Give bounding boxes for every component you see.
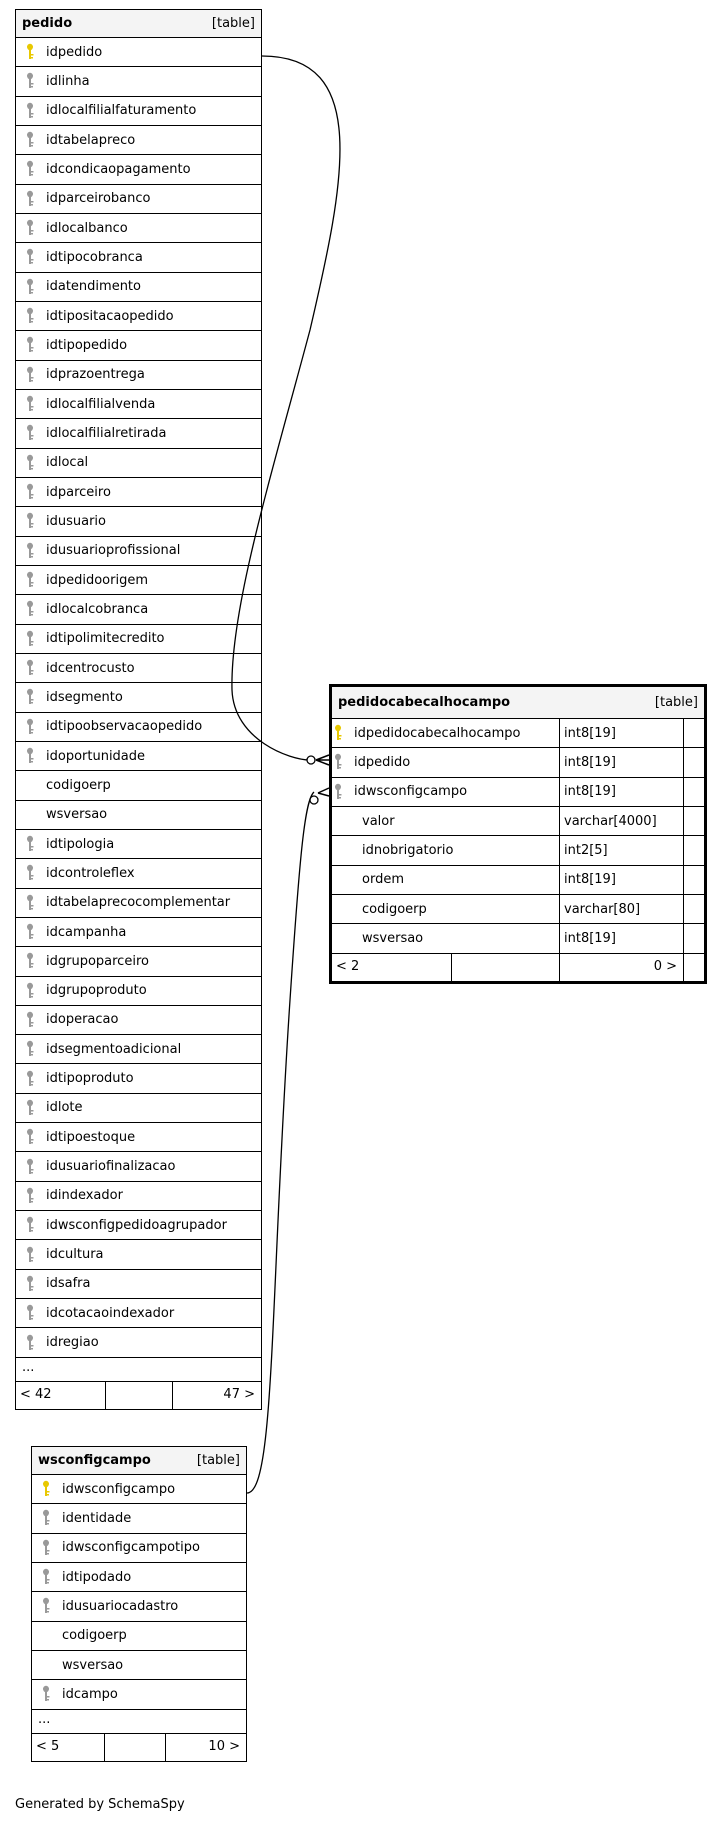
column-name: codigoerp xyxy=(62,1628,127,1644)
column-type: varchar[4000] xyxy=(560,807,684,835)
relationship-circle-idpedido xyxy=(307,756,315,764)
column-name: idtabelaprecocomplementar xyxy=(46,895,231,911)
relationship-crowfoot-idwsconfigcampo xyxy=(318,788,329,796)
column-name: idsegmentoadicional xyxy=(46,1041,182,1057)
column-type: int2[5] xyxy=(560,836,684,864)
column-name: idtipolimitecredito xyxy=(46,631,165,647)
column-name: idtipodado xyxy=(62,1569,132,1585)
footer-parents-count: < 2 xyxy=(332,954,452,981)
column-name: idlocalfilialfaturamento xyxy=(46,103,197,119)
column-name: wsversao xyxy=(362,930,424,946)
column-name: wsversao xyxy=(62,1657,124,1673)
column-name: idcampo xyxy=(62,1686,118,1702)
column-type: int8[19] xyxy=(560,866,684,894)
column-name: idtabelapreco xyxy=(46,132,136,148)
column-type: int8[19] xyxy=(560,719,684,747)
column-name: idoportunidade xyxy=(46,748,146,764)
relationship-line-idpedido xyxy=(232,56,340,760)
column-name: idlinha xyxy=(46,73,90,89)
column-name: idusuariofinalizacao xyxy=(46,1159,176,1175)
column-name: idcondicaopagamento xyxy=(46,161,191,177)
column-name: idtipoproduto xyxy=(46,1071,134,1087)
column-name: idindexador xyxy=(46,1188,123,1204)
column-name: idcotacaoindexador xyxy=(46,1305,175,1321)
column-name: idtipoestoque xyxy=(46,1129,136,1145)
relationship-line-idwsconfigcampo xyxy=(247,792,314,1493)
footer-parents-count: < 42 xyxy=(16,1382,106,1409)
column-name: ordem xyxy=(362,872,404,888)
column-name: idprazoentrega xyxy=(46,367,145,383)
column-name: idtipositacaopedido xyxy=(46,308,174,324)
footer-children-count: 0 > xyxy=(560,954,684,981)
column-type: int8[19] xyxy=(560,778,684,806)
column-name: idregiao xyxy=(46,1335,99,1351)
column-name: idwsconfigcampo xyxy=(62,1481,176,1497)
more-columns-ellipsis: ... xyxy=(16,1358,261,1382)
column-name: idlocal xyxy=(46,455,89,471)
column-name: idwsconfigpedidoagrupador xyxy=(46,1217,227,1233)
relationship-crowfoot-idpedido xyxy=(316,755,329,765)
column-name: idusuariocadastro xyxy=(62,1598,179,1614)
table-name: wsconfigcampo xyxy=(38,1453,151,1468)
column-name: idcentrocusto xyxy=(46,660,135,676)
column-name: idtipologia xyxy=(46,836,115,852)
column-name: idlocalcobranca xyxy=(46,601,149,617)
column-name: idpedidocabecalhocampo xyxy=(354,725,521,741)
footer-children-count: 47 > xyxy=(223,1386,255,1402)
column-name: codigoerp xyxy=(362,901,427,917)
column-type: varchar[80] xyxy=(560,895,684,923)
generated-by-footer: Generated by SchemaSpy xyxy=(15,1797,185,1812)
column-name: idlocalfilialvenda xyxy=(46,396,156,412)
column-name: idpedido xyxy=(354,754,411,770)
column-name: idsegmento xyxy=(46,689,123,705)
column-name: idcultura xyxy=(46,1247,104,1263)
column-name: codigoerp xyxy=(46,777,111,793)
column-name: idpedido xyxy=(46,44,103,60)
column-name: valor xyxy=(362,813,395,829)
column-name: identidade xyxy=(62,1510,132,1526)
column-name: idgrupoparceiro xyxy=(46,953,149,969)
column-name: idlocalbanco xyxy=(46,220,128,236)
table-tag: [table] xyxy=(654,695,698,710)
column-type: int8[19] xyxy=(560,748,684,776)
column-name: idlocalfilialretirada xyxy=(46,425,167,441)
more-columns-ellipsis: ... xyxy=(32,1710,246,1734)
footer-parents-count: < 5 xyxy=(32,1734,105,1761)
column-name: idsafra xyxy=(46,1276,91,1292)
column-name: idnobrigatorio xyxy=(362,842,454,858)
column-name: idusuario xyxy=(46,513,106,529)
column-name: idwsconfigcampo xyxy=(354,784,468,800)
column-name: idtipoobservacaopedido xyxy=(46,719,203,735)
column-name: wsversao xyxy=(46,807,108,823)
column-type: int8[19] xyxy=(560,924,684,952)
column-name: idlote xyxy=(46,1100,83,1116)
column-name: idtipopedido xyxy=(46,337,128,353)
table-tag: [table] xyxy=(211,16,255,31)
column-name: idcampanha xyxy=(46,924,127,940)
table-name: pedido xyxy=(22,16,73,31)
table-name: pedidocabecalhocampo xyxy=(338,695,511,710)
column-name: idparceiro xyxy=(46,484,111,500)
footer-children-count: 10 > xyxy=(208,1738,240,1754)
column-name: idoperacao xyxy=(46,1012,119,1028)
column-name: idpedidoorigem xyxy=(46,572,149,588)
column-name: idwsconfigcampotipo xyxy=(62,1540,200,1556)
column-name: idparceirobanco xyxy=(46,191,151,207)
relationship-circle-idwsconfigcampo xyxy=(310,796,318,804)
column-name: idusuarioprofissional xyxy=(46,543,181,559)
column-name: idatendimento xyxy=(46,279,141,295)
column-name: idgrupoproduto xyxy=(46,983,147,999)
column-name: idtipocobranca xyxy=(46,249,143,265)
column-name: idcontroleflex xyxy=(46,865,135,881)
table-tag: [table] xyxy=(196,1453,240,1468)
